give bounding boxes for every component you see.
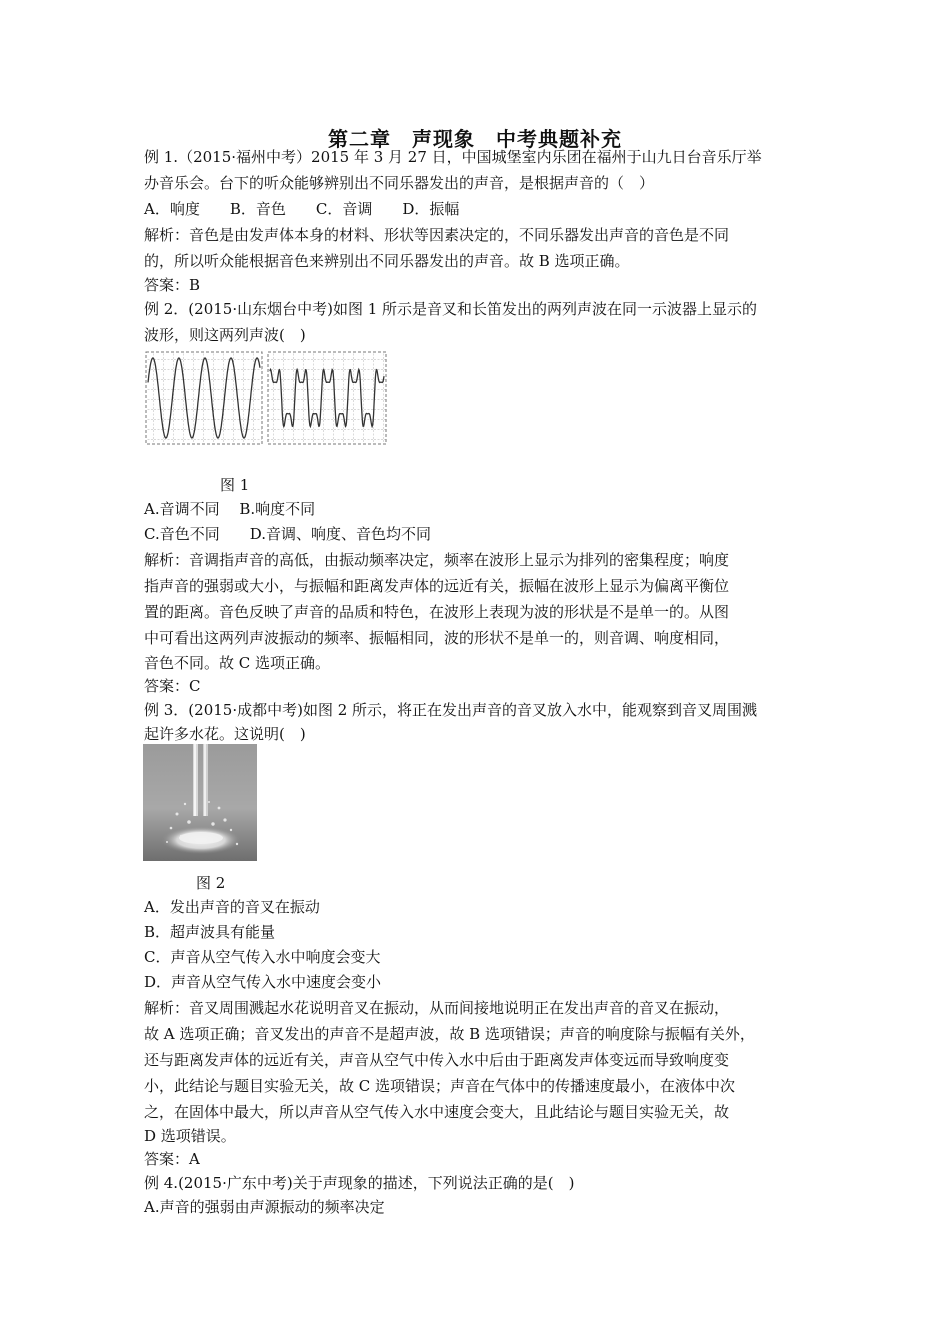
ex2-analysis-line1: 解析：音调指声音的高低，由振动频率决定，频率在波形上显示为排列的密集程度；响度 [144, 551, 730, 569]
figure2-caption: 图 2 [196, 874, 226, 892]
ex2-options-line1: A.音调不同 B.响度不同 [144, 500, 316, 518]
ex3-analysis-line3: 还与距离发声体的远近有关，声音从空气中传入水中后由于距离发声体变远而导致响度变 [144, 1051, 730, 1069]
ex2-question-line1: 例 2．(2015·山东烟台中考)如图 1 所示是音叉和长笛发出的两列声波在同一示波器上显示的 [144, 300, 758, 318]
ex3-option-a: A．发出声音的音叉在振动 [144, 898, 320, 916]
ex2-analysis-line5: 音色不同。故 C 选项正确。 [144, 654, 331, 672]
oscilloscope-waveform-figure [144, 350, 388, 448]
ex3-analysis-line1: 解析：音叉周围溅起水花说明音叉在振动，从而间接地说明正在发出声音的音叉在振动， [144, 999, 730, 1017]
ex2-answer: 答案：C [144, 677, 201, 695]
ex2-analysis-line2: 指声音的强弱或大小，与振幅和距离发声体的远近有关，振幅在波形上显示为偏离平衡位 [144, 577, 730, 595]
ex3-question-line1: 例 3．(2015·成都中考)如图 2 所示，将正在发出声音的音叉放入水中，能观察到音叉周围溅 [144, 701, 758, 719]
ex1-options: A．响度 B．音色 C．音调 D．振幅 [144, 200, 460, 218]
figure1-caption: 图 1 [220, 476, 250, 494]
ex2-question-line2: 波形，则这两列声波( ) [144, 326, 306, 344]
ex4-option-a: A.声音的强弱由声源振动的频率决定 [144, 1198, 385, 1216]
ex1-analysis-line1: 解析：音色是由发声体本身的材料、形状等因素决定的，不同乐器发出声音的音色是不同 [144, 226, 730, 244]
page-title: 第二章 声现象 中考典题补充 [328, 127, 622, 151]
ex3-option-c: C．声音从空气传入水中响度会变大 [144, 948, 381, 966]
tuning-fork-in-water-photo [143, 744, 257, 861]
ex3-answer: 答案：A [144, 1150, 200, 1168]
ex1-question-line1: 例 1.（2015·福州中考）2015 年 3 月 27 日，中国城堡室内乐团在福州于山九日台音乐厅举 [144, 148, 762, 166]
ex3-analysis-line4: 小，此结论与题目实验无关，故 C 选项错误；声音在气体中的传播速度最小，在液体中次 [144, 1077, 736, 1095]
ex3-question-line2: 起许多水花。这说明( ) [144, 725, 306, 743]
ex1-answer: 答案：B [144, 276, 201, 294]
ex2-options-line2: C.音色不同 D.音调、响度、音色均不同 [144, 525, 431, 543]
ex3-option-d: D．声音从空气传入水中速度会变小 [144, 973, 382, 991]
ex3-analysis-line6: D 选项错误。 [144, 1127, 236, 1145]
ex3-option-b: B．超声波具有能量 [144, 923, 276, 941]
ex3-analysis-line5: 之，在固体中最大，所以声音从空气传入水中速度会变大，且此结论与题目实验无关，故 [144, 1103, 730, 1121]
ex4-question: 例 4.(2015·广东中考)关于声现象的描述，下列说法正确的是( ) [144, 1174, 575, 1192]
ex3-analysis-line2: 故 A 选项正确；音叉发出的声音不是超声波，故 B 选项错误；声音的响度除与振幅有关外， [144, 1025, 755, 1043]
ex2-analysis-line4: 中可看出这两列声波振动的频率、振幅相同，波的形状不是单一的，则音调、响度相同， [144, 629, 730, 647]
ex1-question-line2: 办音乐会。台下的听众能够辨别出不同乐器发出的声音，是根据声音的（ ） [144, 174, 655, 192]
ex2-analysis-line3: 置的距离。音色反映了声音的品质和特色，在波形上表现为波的形状是不是单一的。从图 [144, 603, 730, 621]
ex1-analysis-line2: 的，所以听众能根据音色来辨别出不同乐器发出的声音。故 B 选项正确。 [144, 252, 630, 270]
oscilloscope-screen-left [146, 352, 262, 444]
oscilloscope-screen-right [268, 352, 386, 444]
